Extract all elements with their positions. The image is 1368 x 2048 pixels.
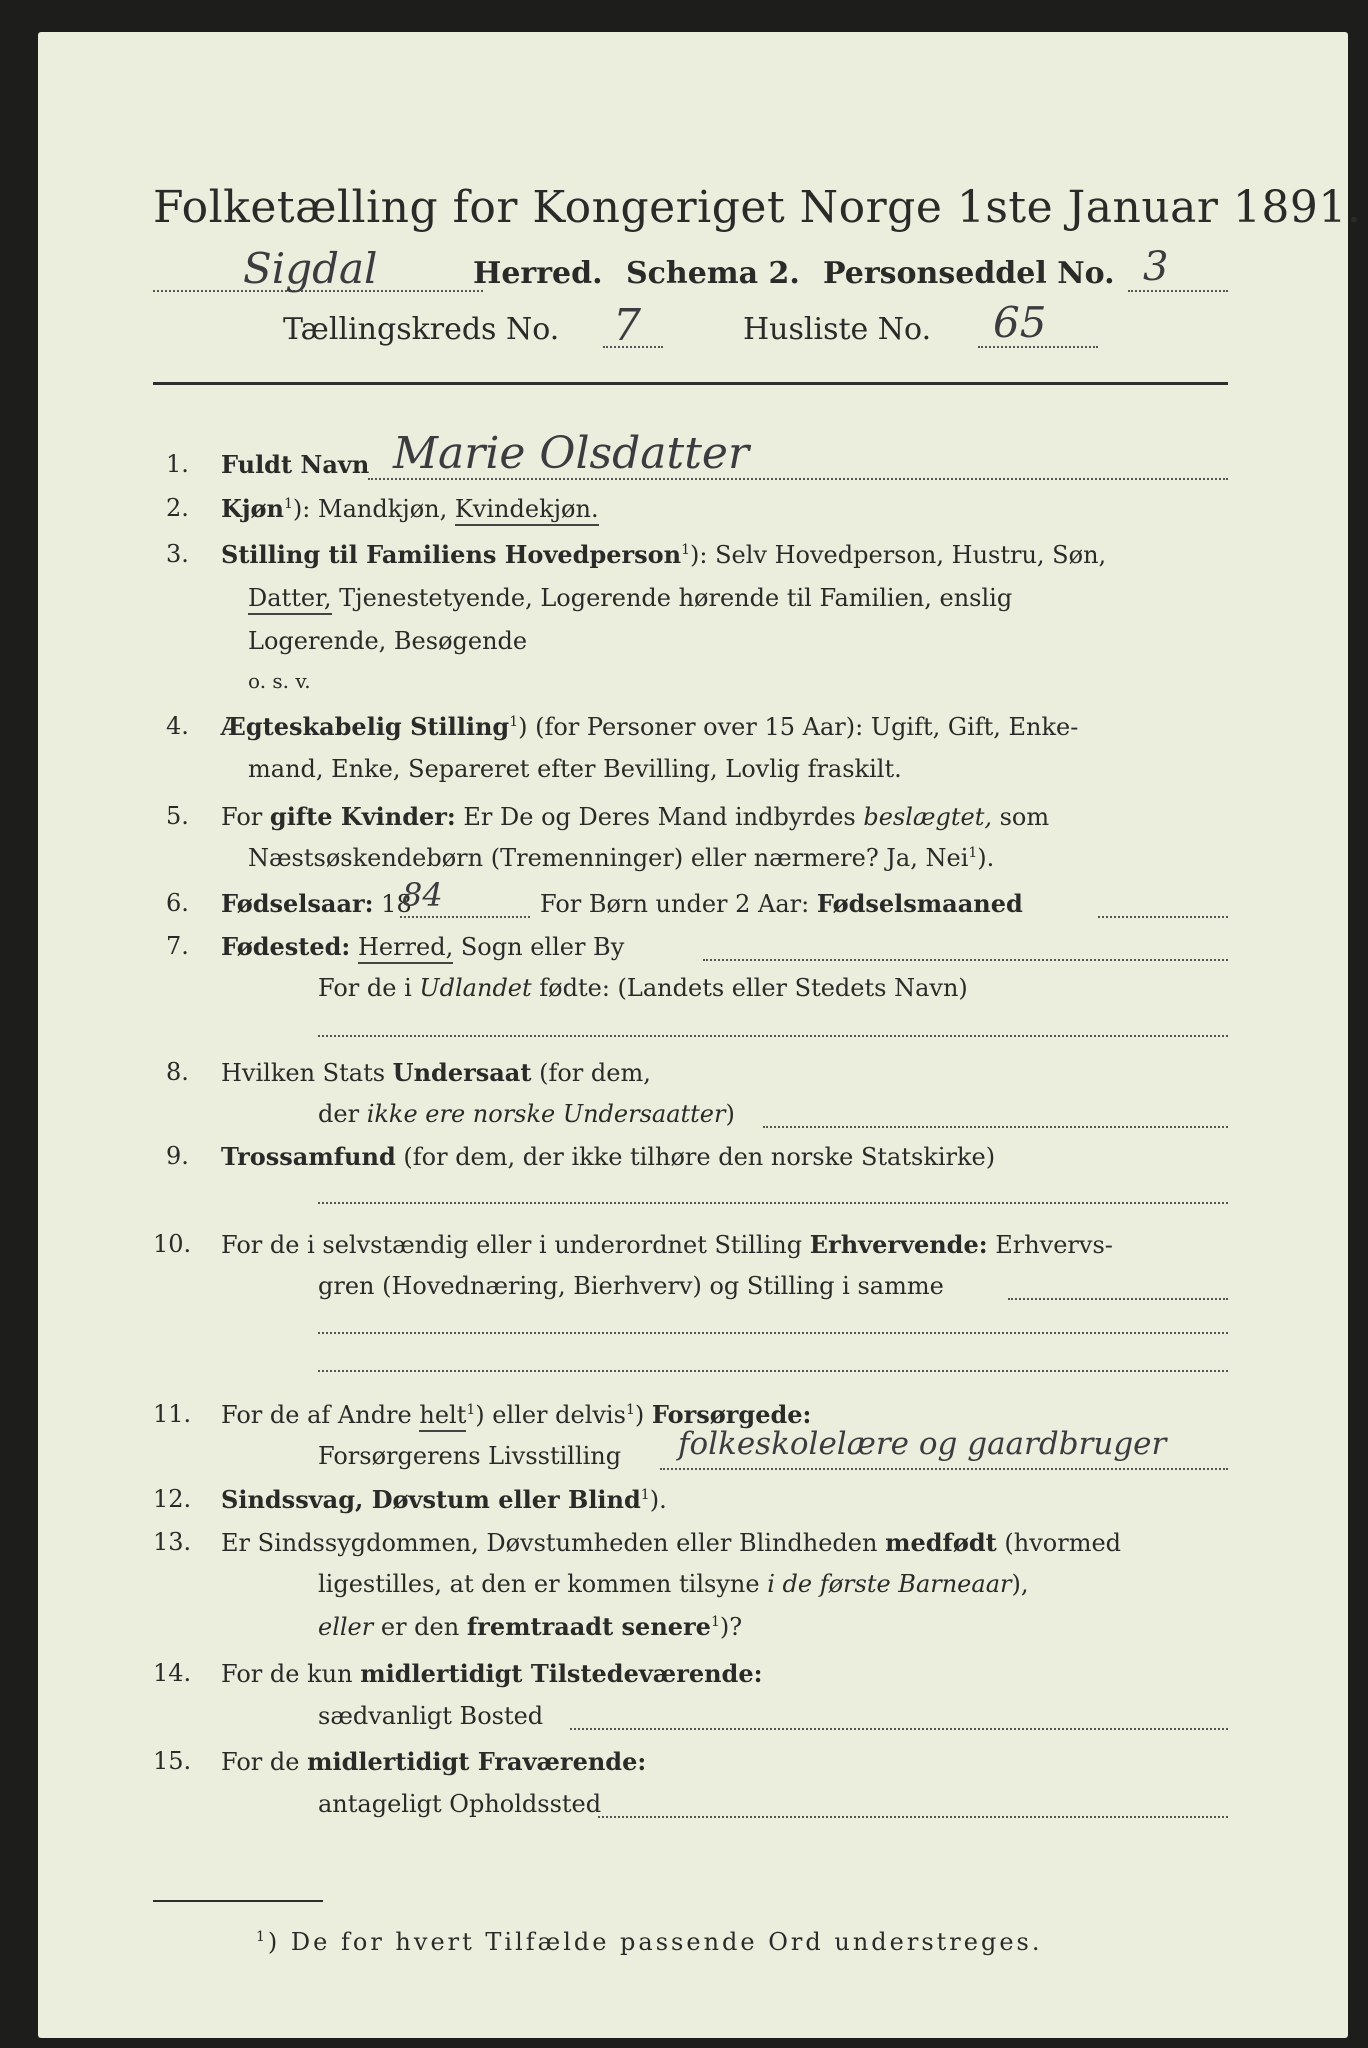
field-7-line-1 — [221, 932, 624, 961]
field-5-text-1c: som — [999, 803, 1050, 831]
field-10-text-1b: Erhvervs- — [995, 1231, 1113, 1259]
field-13-text-2b: ), — [1011, 1570, 1029, 1598]
field-11-number: 11. — [153, 1400, 192, 1428]
footnote-text: ) De for hvert Tilfælde passende Ord understreges. — [267, 1928, 1043, 1956]
field-7-number: 7. — [166, 932, 189, 960]
field-10-number: 10. — [153, 1230, 192, 1258]
field-6-value: 84 — [402, 876, 443, 914]
field-11-helt: helt — [419, 1401, 466, 1432]
field-13-line-3 — [318, 1612, 742, 1641]
field-2-text-a: ): Mandkjøn, — [292, 495, 448, 523]
field-3-text-3: Logerende, Besøgende — [248, 627, 528, 655]
field-5-text-1b: Er De og Deres Mand indbyrdes — [463, 803, 856, 831]
field-8-text-2a: der — [318, 1100, 360, 1128]
field-8-text-1a: Hvilken Stats — [221, 1059, 386, 1087]
field-3-text-2: Tjenestetyende, Logerende hørende til Familien, enslig — [339, 584, 1013, 612]
field-6-number: 6. — [166, 889, 189, 917]
field-2-sup: 1 — [284, 496, 293, 512]
field-13-line-1 — [221, 1528, 1121, 1557]
field-11-line-1 — [221, 1400, 811, 1429]
field-3-line-1 — [221, 540, 1106, 569]
field-7-text-2a: For de i — [318, 974, 412, 1002]
field-3-text-1: ): Selv Hovedperson, Hustru, Søn, — [690, 541, 1107, 569]
field-11-sup-2: 1 — [625, 1402, 635, 1418]
field-12-label: Sindssvag, Døvstum eller Blind — [221, 1485, 641, 1514]
field-3-line-2 — [248, 584, 1012, 612]
field-1-value: Marie Olsdatter — [393, 428, 749, 479]
field-10-text-1a: For de i selvstændig eller i underordnet Stilling — [221, 1231, 803, 1259]
field-11-text-2: Forsørgerens Livsstilling — [318, 1442, 622, 1470]
field-7-abroad-dotted-line — [318, 1035, 1228, 1037]
field-14-label: midlertidigt Tilstedeværende: — [360, 1659, 763, 1688]
field-13-label-2: fremtraadt senere — [466, 1612, 711, 1641]
field-15-text-1a: For de — [221, 1748, 300, 1776]
field-15-line-1 — [221, 1747, 646, 1776]
field-13-italic-2: eller — [318, 1613, 374, 1641]
husliste-value: 65 — [993, 298, 1047, 347]
field-14-text-1a: For de kun — [221, 1660, 353, 1688]
field-8-line-1 — [221, 1058, 651, 1087]
taellingskreds-label: Tællingskreds No. — [283, 312, 560, 347]
field-14-text-2: sædvanligt Bosted — [318, 1702, 544, 1730]
header-rule — [153, 382, 1228, 385]
field-6-line-b — [540, 889, 1023, 918]
field-9-label: Trossamfund — [221, 1142, 396, 1171]
field-14-line-1 — [221, 1659, 762, 1688]
field-12-sup: 1 — [640, 1487, 650, 1503]
field-3-datter: Datter, — [248, 584, 332, 615]
field-6-line — [221, 889, 412, 918]
form-title: Folketælling for Kongeriget Norge 1ste Januar 1891. — [153, 182, 1362, 233]
field-5-number: 5. — [166, 802, 189, 830]
field-10-dotted-line-3 — [318, 1370, 1228, 1372]
field-4-label: Ægteskabelig Stilling — [221, 712, 510, 741]
census-form-sheet — [38, 32, 1362, 2038]
field-13-number: 13. — [153, 1528, 192, 1556]
field-8-text-1b: (for dem, — [539, 1059, 651, 1087]
field-7-text-1: Sogn eller By — [460, 933, 625, 961]
field-14-number: 14. — [153, 1659, 192, 1687]
field-11-dotted-line — [660, 1468, 1228, 1470]
field-13-text-2a: ligestilles, at den er kommen tilsyne — [318, 1570, 760, 1598]
footnote-rule — [153, 1900, 323, 1902]
personseddel-dotted-line — [1128, 290, 1228, 292]
field-8-line-2 — [318, 1100, 735, 1128]
field-13-label: medfødt — [885, 1528, 997, 1557]
field-13-text-1b: (hvormed — [1004, 1529, 1122, 1557]
field-3-number: 3. — [166, 540, 189, 568]
schema-label: Schema 2. — [626, 256, 800, 291]
field-13-italic: i de første Barneaar — [767, 1570, 1012, 1598]
taellingskreds-value: 7 — [613, 300, 641, 351]
field-8-text-2b: ) — [725, 1100, 735, 1128]
field-11-text-1a: For de af Andre — [221, 1401, 412, 1429]
field-11-text-1c: ) — [634, 1401, 645, 1429]
field-10-dotted-line-1 — [1008, 1298, 1228, 1300]
field-6-year-dotted-line — [400, 916, 530, 918]
field-11-text-1b: ) eller delvis — [475, 1401, 626, 1429]
field-5-line-2 — [248, 844, 994, 872]
field-13-line-2 — [318, 1570, 1028, 1598]
field-5-text-2: Næstsøskendebørn (Tremenninger) eller nærmere? Ja, Nei — [248, 844, 969, 872]
field-15-dotted-line — [598, 1816, 1228, 1818]
field-15-text-2: antageligt Opholdssted — [318, 1790, 602, 1818]
field-7-italic: Udlandet — [419, 974, 532, 1002]
personseddel-value: 3 — [1143, 244, 1169, 290]
field-5-sup: 1 — [968, 845, 978, 861]
field-3-text-4: o. s. v. — [248, 669, 311, 693]
field-9-text: (for dem, der ikke tilhøre den norske Statskirke) — [403, 1143, 996, 1171]
field-10-label: Erhvervende: — [809, 1230, 988, 1259]
field-2-label: Kjøn — [221, 494, 284, 523]
footnote — [256, 1928, 1042, 1956]
field-1-label: Fuldt Navn — [221, 450, 370, 479]
field-5-line-1 — [221, 802, 1049, 831]
field-1-number: 1. — [166, 450, 189, 478]
field-11-label: Forsørgede: — [651, 1400, 812, 1429]
field-9-number: 9. — [166, 1142, 189, 1170]
field-8-number: 8. — [166, 1058, 189, 1086]
field-12-end: ). — [649, 1486, 667, 1514]
field-13-text-1a: Er Sindssygdommen, Døvstumheden eller Blindheden — [221, 1529, 878, 1557]
field-10-dotted-line-2 — [318, 1332, 1228, 1334]
field-9-line — [221, 1142, 995, 1171]
field-13-text-3b: )? — [719, 1613, 743, 1641]
field-15-number: 15. — [153, 1747, 192, 1775]
field-6-month-dotted-line — [1098, 916, 1228, 918]
field-11-sup: 1 — [466, 1402, 476, 1418]
field-7-herred: Herred, — [358, 933, 453, 964]
field-7-text-2b: fødte: (Landets eller Stedets Navn) — [539, 974, 968, 1002]
husliste-label: Husliste No. — [743, 312, 932, 347]
field-8-label: Undersaat — [392, 1058, 532, 1087]
field-8-dotted-line — [763, 1126, 1228, 1128]
field-4-text-2: mand, Enke, Separeret efter Bevilling, Lovlig fraskilt. — [248, 755, 902, 783]
field-5-end: ). — [977, 844, 995, 872]
field-3-label: Stilling til Familiens Hovedperson — [221, 540, 682, 569]
field-2-kvindekjon: Kvindekjøn. — [455, 495, 599, 526]
field-4-number: 4. — [166, 712, 189, 740]
field-6-prefix: 18 — [381, 890, 412, 918]
field-11-value: folkeskolelære og gaardbruger — [678, 1426, 1167, 1462]
field-4-sup: 1 — [509, 714, 519, 730]
field-6-text: For Børn under 2 Aar: — [540, 890, 810, 918]
field-5-italic: beslægtet, — [863, 803, 992, 831]
field-7-line-2 — [318, 974, 968, 1002]
field-13-sup: 1 — [710, 1614, 720, 1630]
field-5-text-1a: For — [221, 803, 263, 831]
field-7-label: Fødested: — [221, 932, 351, 961]
field-6-label-2: Fødselsmaaned — [816, 889, 1023, 918]
field-14-dotted-line — [570, 1728, 1228, 1730]
herred-label: Herred. — [473, 256, 603, 291]
herred-value: Sigdal — [243, 244, 378, 293]
field-12-line — [221, 1485, 667, 1514]
field-4-line-1 — [221, 712, 1078, 741]
field-15-label: midlertidigt Fraværende: — [307, 1747, 647, 1776]
field-5-label: gifte Kvinder: — [269, 802, 456, 831]
field-9-dotted-line — [318, 1202, 1228, 1204]
field-2-number: 2. — [166, 494, 189, 522]
field-8-italic: ikke ere norske Undersaatter — [366, 1100, 726, 1128]
field-2-line — [221, 494, 599, 523]
field-7-dotted-line — [703, 959, 1228, 961]
footnote-sup: 1 — [256, 1929, 268, 1945]
field-10-text-2: gren (Hovednæring, Bierhverv) og Stilling i samme — [318, 1272, 944, 1300]
personseddel-label: Personseddel No. — [823, 256, 1115, 291]
field-13-text-3a: er den — [380, 1613, 460, 1641]
field-4-text-1: ) (for Personer over 15 Aar): Ugift, Gift, Enke- — [518, 713, 1079, 741]
field-6-label: Fødselsaar: — [221, 889, 374, 918]
field-10-line-1 — [221, 1230, 1113, 1259]
field-12-number: 12. — [153, 1485, 192, 1513]
field-3-sup: 1 — [681, 542, 691, 558]
